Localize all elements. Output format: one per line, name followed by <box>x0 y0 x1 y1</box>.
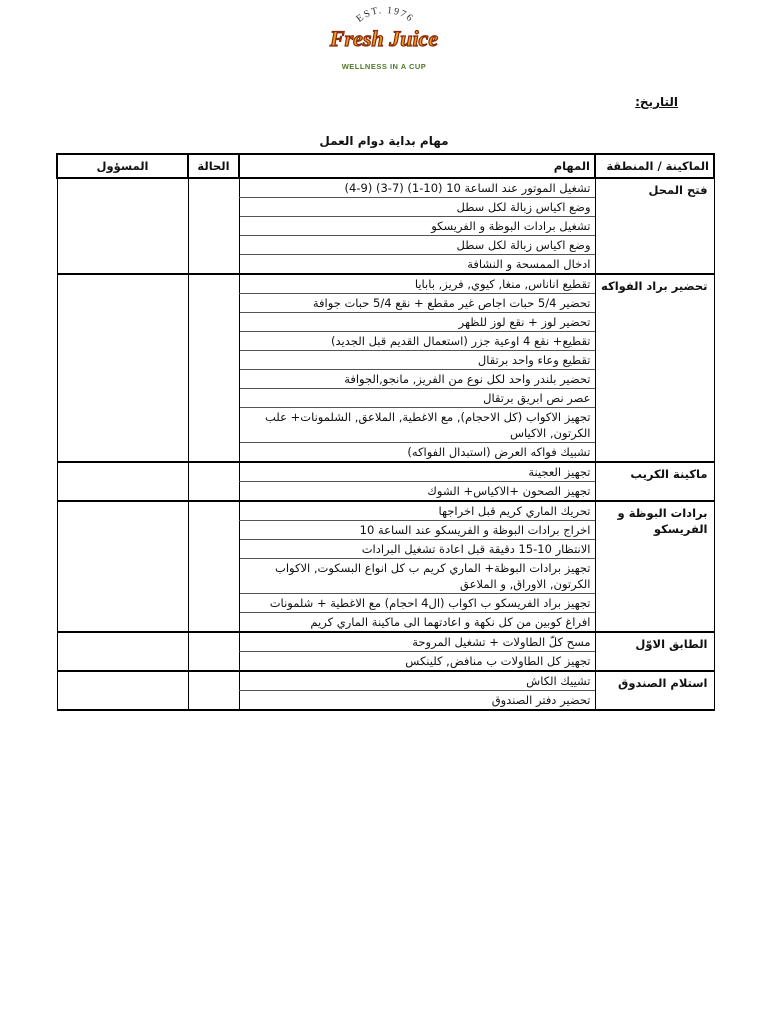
task-text: تجهيز برادات البوظة+ الماري كريم ب كل انواع البسكوت, الاكواب الكرتون, الاوراق, و الملاعق <box>239 559 595 594</box>
task-row <box>57 462 714 482</box>
document-title: مهام بداية دوام العمل <box>319 134 449 148</box>
area-label: فتح المحل <box>595 178 714 274</box>
task-text: تشييك الكاش <box>239 671 595 691</box>
status-cell[interactable] <box>188 501 239 632</box>
tasks-table <box>56 153 715 711</box>
task-text: تجهيز كل الطاولات ب منافض, كلينكس <box>239 652 595 672</box>
owner-cell[interactable] <box>57 501 188 632</box>
task-text: تشبيك فواكه العرض (استبدال الفواكه) <box>239 443 595 463</box>
owner-cell[interactable] <box>57 632 188 671</box>
task-text: تقطيع+ نقع 4 اوعية جزر (استعمال القديم قبل الجديد) <box>239 332 595 351</box>
task-row <box>57 274 714 294</box>
task-text: تجهيز العجينة <box>239 462 595 482</box>
status-cell[interactable] <box>188 632 239 671</box>
status-cell[interactable] <box>188 462 239 501</box>
task-text: تحضير دفتر الصندوق <box>239 691 595 711</box>
task-text: تجهيز الاكواب (كل الاحجام), مع الاغطية, الملاعق, الشلمونات+ علب الكرتون, الاكياس <box>239 408 595 443</box>
fresh-juice-logo <box>318 0 450 76</box>
header-tasks: المهام <box>239 154 595 178</box>
task-row <box>57 632 714 652</box>
task-text: وضع اكياس زبالة لكل سطل <box>239 198 595 217</box>
task-text: تقطيع وعاء واحد برتقال <box>239 351 595 370</box>
task-row <box>57 671 714 691</box>
task-text: الانتظار 10-15 دقيقة قبل اعادة تشغيل البرادات <box>239 540 595 559</box>
area-label: استلام الصندوق <box>595 671 714 710</box>
task-text: افراغ كوبين من كل نكهة و اعادتهما الى ماكينة الماري كريم <box>239 613 595 633</box>
task-text: ادخال الممسحة و النشافة <box>239 255 595 275</box>
status-cell[interactable] <box>188 671 239 710</box>
task-text: اخراج برادات البوظة و الفريسكو عند الساعة 10 <box>239 521 595 540</box>
task-row <box>57 501 714 521</box>
header-status: الحالة <box>188 154 239 178</box>
logo-brand-name: Fresh Juice <box>329 26 439 51</box>
task-text: تشغيل برادات البوظة و الفريسكو <box>239 217 595 236</box>
header-owner: المسؤول <box>57 154 188 178</box>
owner-cell[interactable] <box>57 178 188 274</box>
task-text: تجهيز براد الفريسكو ب اكواب (ال4 احجام) مع الاغطية + شلمونات <box>239 594 595 613</box>
task-text: تشغيل الموتور عند الساعة 10 (10-1) (7-3) (9-4) <box>239 178 595 198</box>
task-text: مسح كلّ الطاولات + تشغيل المروحة <box>239 632 595 652</box>
table-header-row <box>57 154 714 178</box>
tasks-body <box>57 178 714 710</box>
owner-cell[interactable] <box>57 274 188 462</box>
owner-cell[interactable] <box>57 462 188 501</box>
task-text: تحضير لوز + نقع لوز للظهر <box>239 313 595 332</box>
logo-est-text: EST. 1976 <box>354 5 416 25</box>
task-text: عصر نص ابريق برتقال <box>239 389 595 408</box>
date-label: التاريخ: <box>635 95 678 109</box>
status-cell[interactable] <box>188 178 239 274</box>
header-area: الماكينة / المنطقة <box>595 154 714 178</box>
status-cell[interactable] <box>188 274 239 462</box>
area-label: الطابق الاوّل <box>595 632 714 671</box>
task-text: تحضير بلندر واحد لكل نوع من الفريز, مانجو,الجوافة <box>239 370 595 389</box>
task-text: تجهيز الصحون +الاكياس+ الشوك <box>239 482 595 502</box>
task-text: وضع اكياس زبالة لكل سطل <box>239 236 595 255</box>
area-label: تحضير براد الفواكه <box>595 274 714 462</box>
owner-cell[interactable] <box>57 671 188 710</box>
task-text: تحريك الماري كريم قبل اخراجها <box>239 501 595 521</box>
logo-tagline: WELLNESS IN A CUP <box>341 62 427 71</box>
area-label: ماكينة الكريب <box>595 462 714 501</box>
task-text: تقطيع اناناس, منغا, كيوي, فريز, بابايا <box>239 274 595 294</box>
task-text: تحضير 5/4 حبات اجاص غير مقطع + نقع 5/4 حبات جوافة <box>239 294 595 313</box>
task-row <box>57 178 714 198</box>
area-label: برادات البوظة و الفريسكو <box>595 501 714 632</box>
